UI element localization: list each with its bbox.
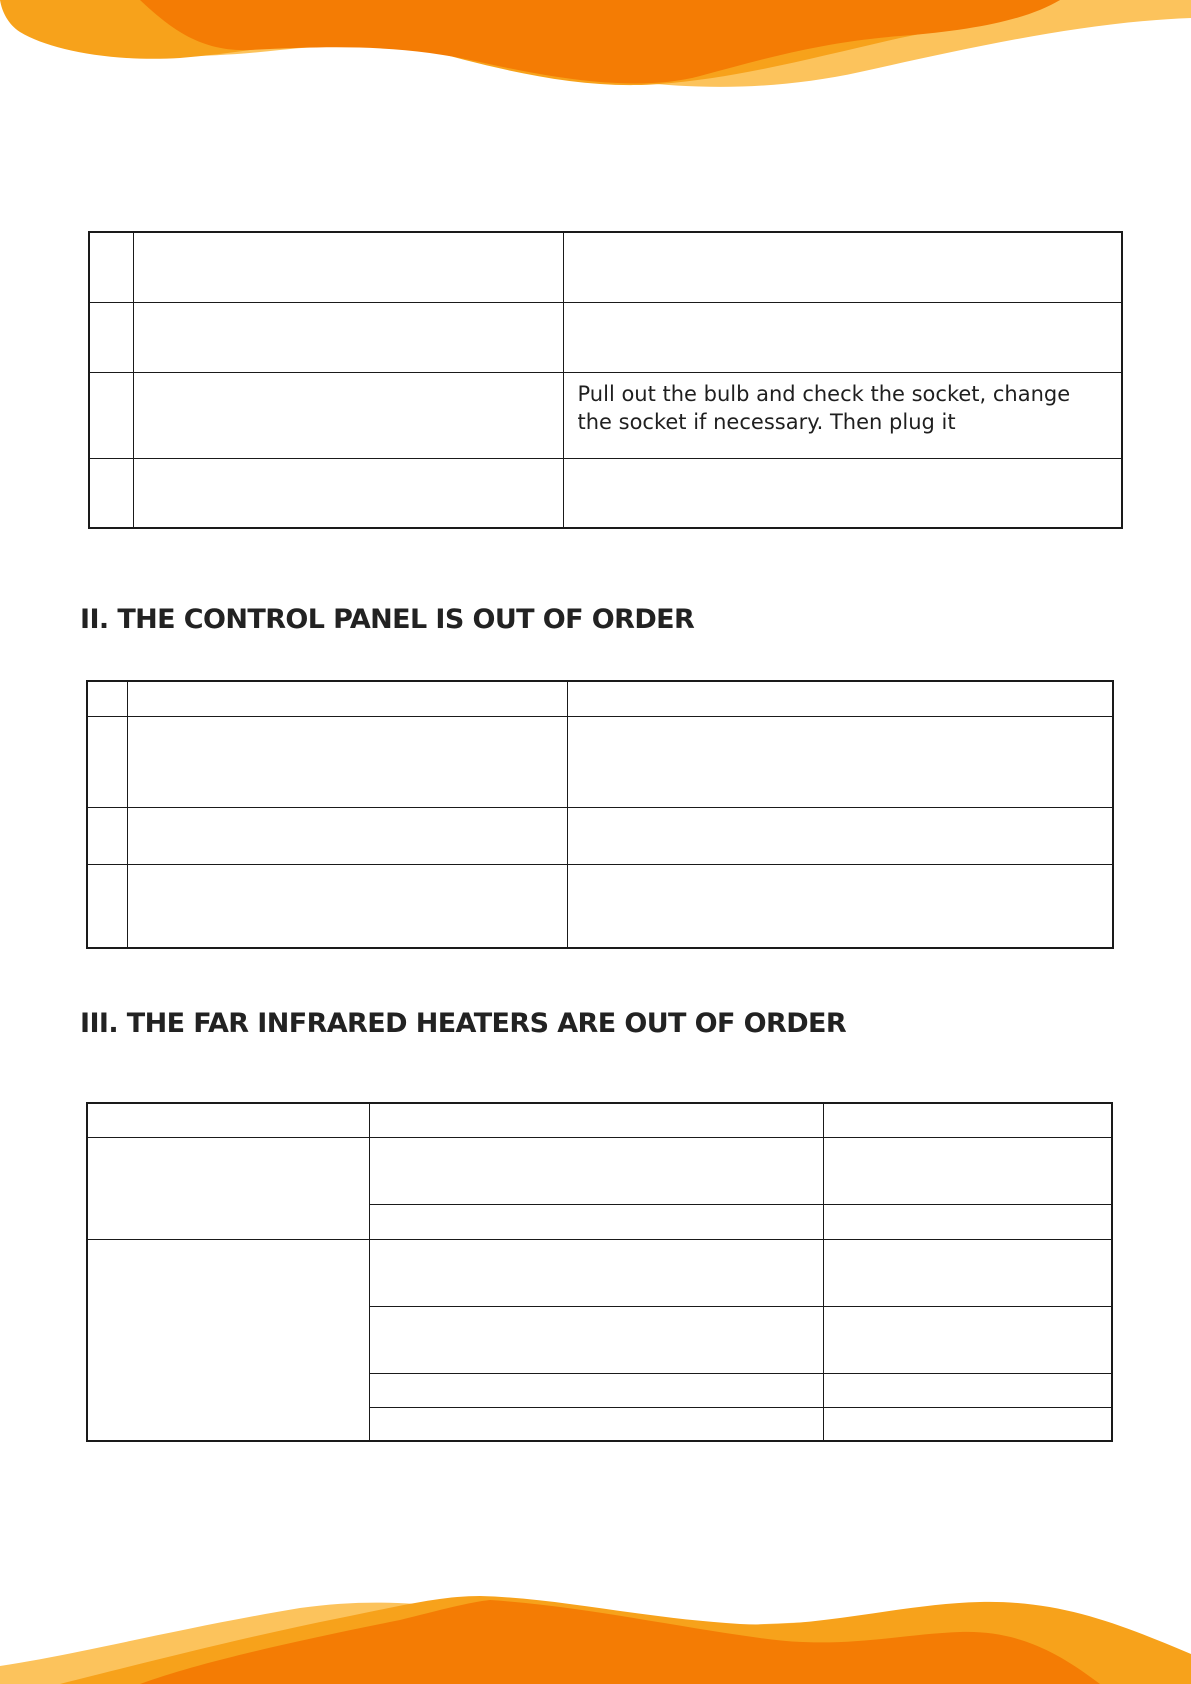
header-cell (823, 1103, 1112, 1137)
row-number-cell (89, 232, 133, 302)
solution-cell (567, 864, 1113, 948)
solution-cell (567, 807, 1113, 864)
table-row (87, 807, 1113, 864)
cause-cell (369, 1239, 823, 1306)
solution-cell (823, 1204, 1112, 1239)
table-control-panel (86, 680, 1114, 949)
top-wave-decoration (0, 0, 1191, 100)
solution-cell (823, 1373, 1112, 1407)
solution-cell (563, 232, 1122, 302)
row-number-cell (89, 372, 133, 458)
row-number-cell (87, 716, 127, 807)
header-cell (127, 681, 567, 716)
row-number-cell (87, 807, 127, 864)
table-header-row (87, 681, 1113, 716)
problem-cell (127, 807, 567, 864)
header-cell (567, 681, 1113, 716)
solution-cell (823, 1306, 1112, 1373)
table-row (87, 1239, 1112, 1306)
problem-cell (127, 864, 567, 948)
problem-group-cell (87, 1137, 369, 1239)
bottom-wave-decoration (0, 1584, 1191, 1684)
header-cell (87, 681, 127, 716)
header-cell (369, 1103, 823, 1137)
section-heading-infrared-heaters: III. THE FAR INFRARED HEATERS ARE OUT OF ORDER (80, 1008, 847, 1039)
solution-cell (563, 302, 1122, 372)
cause-cell (369, 1137, 823, 1204)
table-infrared-heaters (86, 1102, 1113, 1442)
cause-cell (369, 1306, 823, 1373)
solution-cell (823, 1137, 1112, 1204)
solution-cell (567, 716, 1113, 807)
problem-cell (133, 372, 563, 458)
table-row (87, 864, 1113, 948)
problem-cell (133, 302, 563, 372)
table-bulb-issues (88, 231, 1123, 529)
row-number-cell (87, 864, 127, 948)
problem-cell (133, 458, 563, 528)
table-row (89, 372, 1122, 458)
table-row (87, 1137, 1112, 1204)
section-heading-control-panel: II. THE CONTROL PANEL IS OUT OF ORDER (80, 604, 695, 635)
problem-cell (133, 232, 563, 302)
cause-cell (369, 1373, 823, 1407)
cause-cell (369, 1407, 823, 1441)
solution-cell (823, 1407, 1112, 1441)
problem-cell (127, 716, 567, 807)
solution-cell (823, 1239, 1112, 1306)
row-number-cell (89, 302, 133, 372)
row-number-cell (89, 458, 133, 528)
solution-cell: Pull out the bulb and check the socket, change the socket if necessary. Then plug it (563, 372, 1122, 458)
table-row (89, 302, 1122, 372)
table-header-row (87, 1103, 1112, 1137)
table-row (87, 716, 1113, 807)
header-cell (87, 1103, 369, 1137)
solution-cell (563, 458, 1122, 528)
table-row (89, 458, 1122, 528)
table-row (89, 232, 1122, 302)
problem-group-cell (87, 1239, 369, 1441)
cause-cell (369, 1204, 823, 1239)
